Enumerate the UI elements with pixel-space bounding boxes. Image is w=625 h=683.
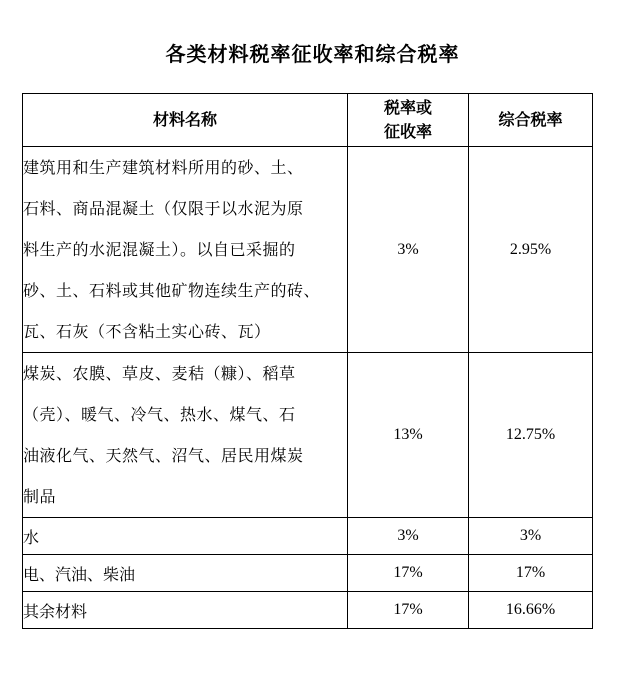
header-composite-rate: 综合税率 <box>469 94 593 147</box>
header-tax-rate <box>348 94 469 147</box>
tax-rate-cell: 13% <box>348 353 469 518</box>
tax-rate-cell: 17% <box>348 555 469 592</box>
composite-rate-cell: 17% <box>469 555 593 592</box>
material-name-cell <box>23 353 348 518</box>
table-row <box>23 555 593 592</box>
composite-rate-cell: 2.95% <box>469 147 593 353</box>
composite-rate-cell: 16.66% <box>469 592 593 629</box>
material-name-cell: 水 <box>23 518 348 555</box>
material-name-line: 料生产的水泥混凝土）。以自已采掘的 <box>23 240 296 259</box>
material-name-cell: 其余材料 <box>23 592 348 629</box>
table-row <box>23 518 593 555</box>
material-name-cell: 电、汽油、柴油 <box>23 555 348 592</box>
table-row <box>23 353 593 518</box>
composite-rate-cell: 12.75% <box>469 353 593 518</box>
tax-rate-cell: 17% <box>348 592 469 629</box>
table-header-row <box>23 94 593 147</box>
material-name-line: 油液化气、天然气、沼气、居民用煤炭 <box>23 446 304 465</box>
header-tax-rate-line2: 征收率 <box>383 122 432 141</box>
material-name-line: （壳）、暖气、冷气、热水、煤气、石 <box>23 405 296 424</box>
material-name-line: 石料、商品混凝土（仅限于以水泥为原 <box>23 199 304 218</box>
page-title: 各类材料税率征收率和综合税率 <box>165 42 460 66</box>
tax-rate-cell: 3% <box>348 518 469 555</box>
material-name-line: 煤炭、农膜、草皮、麦秸（糠）、稻草 <box>23 364 296 383</box>
material-name-line: 砂、土、石料或其他矿物连续生产的砖、 <box>23 281 321 300</box>
material-name-cell <box>23 147 348 353</box>
tax-rate-cell: 3% <box>348 147 469 353</box>
table-row <box>23 592 593 629</box>
header-material-name: 材料名称 <box>23 94 348 147</box>
material-name-line: 瓦、石灰（不含粘土实心砖、瓦） <box>23 322 271 341</box>
composite-rate-cell: 3% <box>469 518 593 555</box>
header-tax-rate-line1: 税率或 <box>383 98 432 117</box>
material-name-line: 制品 <box>23 487 57 506</box>
table-row <box>23 147 593 353</box>
material-name-line: 建筑用和生产建筑材料所用的砂、土、 <box>23 158 304 177</box>
tax-rate-table <box>22 93 593 629</box>
